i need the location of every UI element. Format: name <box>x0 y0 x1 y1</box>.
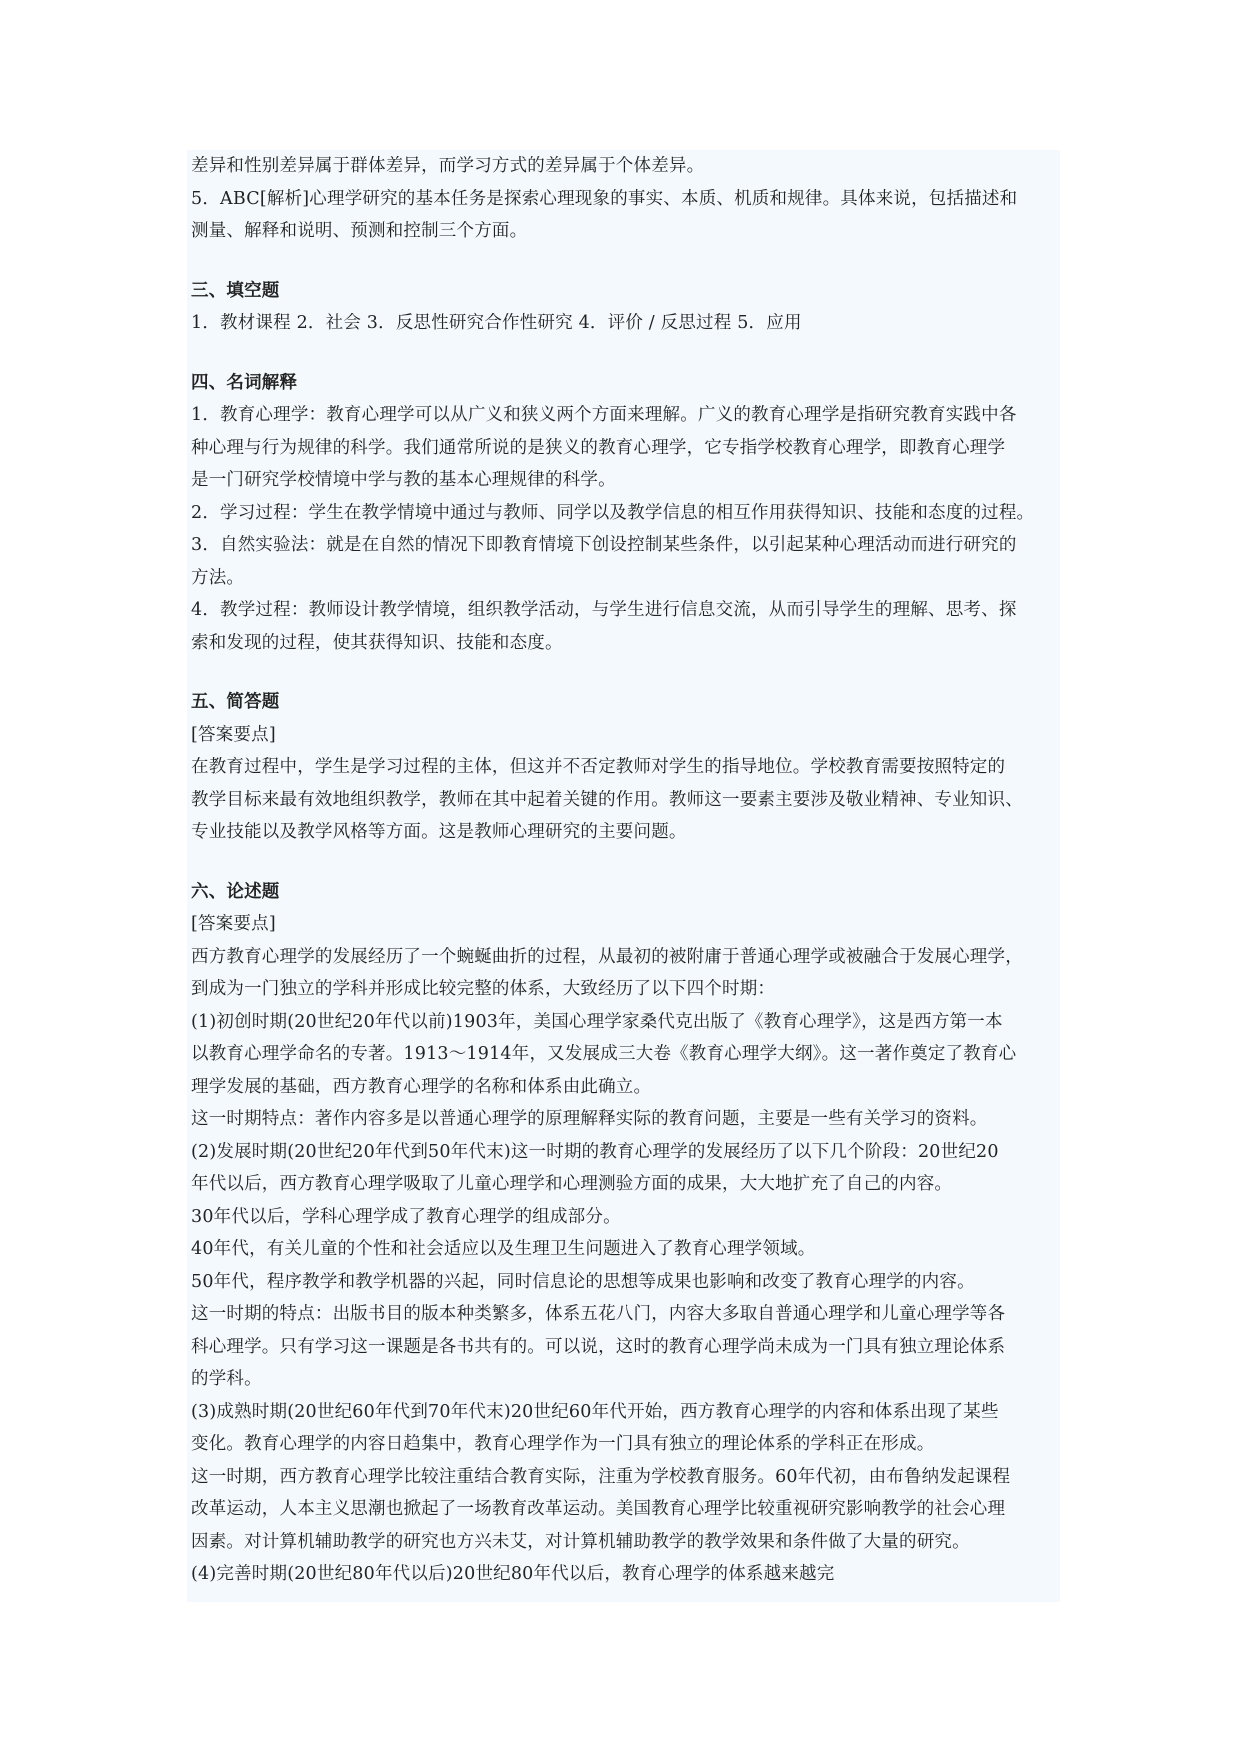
paragraph-line: 专业技能以及教学风格等方面。这是教师心理研究的主要问题。 <box>191 822 687 842</box>
paragraph-line: 科心理学。只有学习这一课题是各书共有的。可以说，这时的教育心理学尚未成为一门具有独立理论体系 <box>191 1336 1006 1357</box>
paragraph-line: (1)初创时期(20世纪20年代以前)1903年，美国心理学家桑代克出版了《教育心理学》，这是西方第一本 <box>191 1011 1003 1032</box>
paragraph-line: 方法。 <box>191 567 245 588</box>
paragraph-line: 这一时期的特点：出版书目的版本种类繁多，体系五花八门，内容大多取自普通心理学和儿童心理学等各 <box>191 1304 1006 1324</box>
paragraph-line: 测量、解释和说明、预测和控制三个方面。 <box>191 221 528 241</box>
spacer <box>191 340 1056 367</box>
paragraph-line: 40年代，有关儿童的个性和社会适应以及生理卫生问题进入了教育心理学领域。 <box>191 1239 816 1259</box>
paragraph-line: 这一时期，西方教育心理学比较注重结合教育实际，注重为学校教育服务。60年代初，由布鲁纳发起课程 <box>191 1466 1011 1487</box>
paragraph-line: 2．学习过程：学生在教学情境中通过与教师、同学以及教学信息的相互作用获得知识、技能和态度的过程。 <box>191 502 1035 523</box>
paragraph-line: 种心理与行为规律的科学。我们通常所说的是狭义的教育心理学，它专指学校教育心理学，即教育心理学 <box>191 437 1006 458</box>
paragraph-line: 的学科。 <box>191 1369 262 1389</box>
paragraph-line: 差异和性别差异属于群体差异，而学习方式的差异属于个体差异。 <box>191 156 705 176</box>
paragraph-line: 这一时期特点：著作内容多是以普通心理学的原理解释实际的教育问题，主要是一些有关学习的资料。 <box>191 1109 988 1129</box>
answer-text-block <box>187 150 1060 1602</box>
paragraph-line: 1．教育心理学：教育心理学可以从广义和狭义两个方面来理解。广义的教育心理学是指研究教育实践中各 <box>191 405 1017 425</box>
paragraph-line: 变化。教育心理学的内容日趋集中，教育心理学作为一门具有独立的理论体系的学科正在形成。 <box>191 1434 935 1454</box>
paragraph-line: 50年代，程序教学和教学机器的兴起，同时信息论的思想等成果也影响和改变了教育心理学的内容。 <box>191 1271 975 1292</box>
paragraph-line: (4)完善时期(20世纪80年代以后)20世纪80年代以后，教育心理学的体系越来越完 <box>191 1564 835 1584</box>
spacer <box>191 659 1056 686</box>
section-heading-fill-blank: 三、填空题 <box>191 280 280 301</box>
spacer <box>191 248 1056 275</box>
paragraph-line: (3)成熟时期(20世纪60年代到70年代末)20世纪60年代开始，西方教育心理学的内容和体系出现了某些 <box>191 1401 999 1422</box>
paragraph-line: 4．教学过程：教师设计教学情境，组织教学活动，与学生进行信息交流，从而引导学生的理解、思考、探 <box>191 600 1017 620</box>
paragraph-line: 在教育过程中，学生是学习过程的主体，但这并不否定教师对学生的指导地位。学校教育需要按照特定的 <box>191 757 1006 777</box>
paragraph-line: 理学发展的基础，西方教育心理学的名称和体系由此确立。 <box>191 1076 652 1097</box>
answer-key-label: [答案要点] <box>191 724 276 745</box>
paragraph-line: 以教育心理学命名的专著。1913～1914年，又发展成三大卷《教育心理学大纲》。这一著作奠定了教育心 <box>191 1044 1017 1064</box>
paragraph-line: 3．自然实验法：就是在自然的情况下即教育情境下创设控制某些条件，以引起某种心理活动而进行研究的 <box>191 535 1017 555</box>
paragraph-line: 改革运动，人本主义思潮也掀起了一场教育改革运动。美国教育心理学比较重视研究影响教学的社会心理 <box>191 1499 1006 1519</box>
paragraph-line: 30年代以后，学科心理学成了教育心理学的组成部分。 <box>191 1206 621 1227</box>
answer-key-label: [答案要点] <box>191 914 276 934</box>
paragraph-line: 5．ABC[解析]心理学研究的基本任务是探索心理现象的事实、本质、机质和规律。具体来说，包括描述和 <box>191 188 1018 209</box>
paragraph-line: 因素。对计算机辅助教学的研究也方兴未艾，对计算机辅助教学的教学效果和条件做了大量的研究。 <box>191 1531 970 1552</box>
section-heading-short-answer: 五、简答题 <box>191 692 280 712</box>
section-heading-term-explanation: 四、名词解释 <box>191 372 298 393</box>
paragraph-line: 1．教材课程 2．社会 3．反思性研究合作性研究 4．评价 / 反思过程 5．应用 <box>191 313 802 333</box>
spacer <box>191 849 1056 876</box>
paragraph-line: 年代以后，西方教育心理学吸取了儿童心理学和心理测验方面的成果，大大地扩充了自己的内容。 <box>191 1174 953 1194</box>
paragraph-line: 索和发现的过程，使其获得知识、技能和态度。 <box>191 632 563 653</box>
paragraph-line: (2)发展时期(20世纪20年代到50年代末)这一时期的教育心理学的发展经历了以下几个阶段：20世纪20 <box>191 1141 999 1162</box>
section-heading-essay: 六、论述题 <box>191 881 280 902</box>
paragraph-line: 教学目标来最有效地组织教学，教师在其中起着关键的作用。教师这一要素主要涉及敬业精神、专业知识、 <box>191 789 1023 810</box>
paragraph-line: 到成为一门独立的学科并形成比较完整的体系，大致经历了以下四个时期： <box>191 979 776 999</box>
paragraph-line: 是一门研究学校情境中学与教的基本心理规律的科学。 <box>191 470 616 490</box>
paragraph-line: 西方教育心理学的发展经历了一个蜿蜒曲折的过程，从最初的被附庸于普通心理学或被融合于发展心理学， <box>191 946 1023 967</box>
